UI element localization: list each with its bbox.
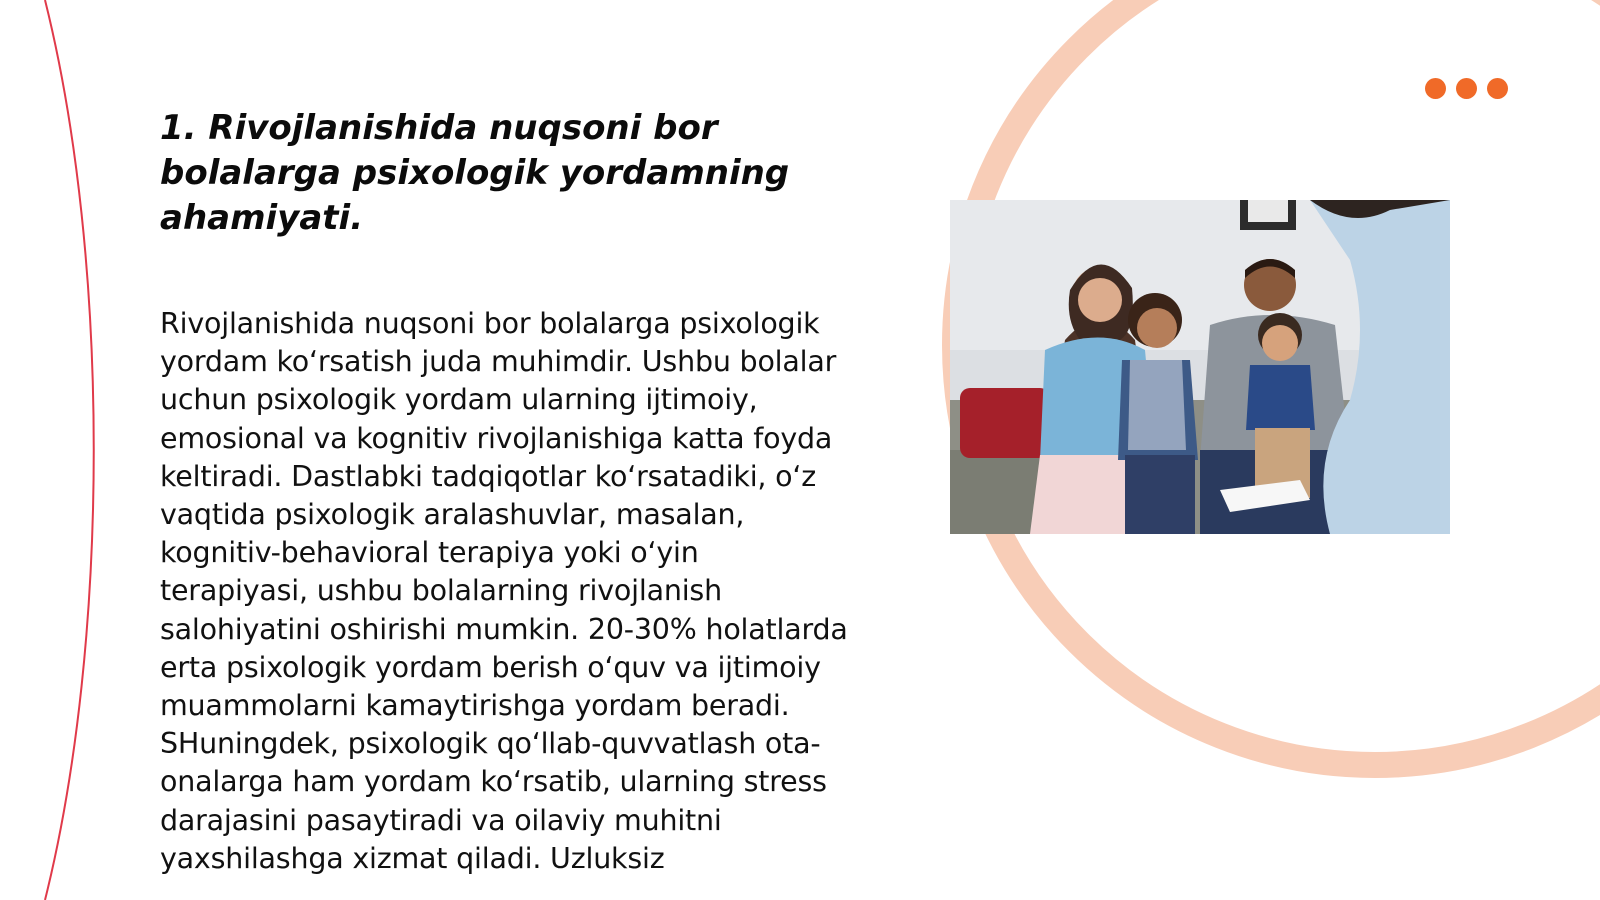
more-dots-icon (1425, 78, 1508, 99)
family-counseling-photo (950, 200, 1450, 534)
dot-2 (1456, 78, 1477, 99)
slide-body-text: Rivojlanishida nuqsoni bor bolalarga psixologik yordam koʻrsatish juda muhimdir. Ushbu bolalar uchun psixologik yordam ularning ijtimoiy, emosional va kognitiv rivojlanishiga katta foyda keltiradi. Dastlabki tadqiqotlar koʻrsatadiki, oʻz vaqtida psixologik aralashuvlar, masalan, kognitiv-behavioral terapiya yoki oʻyin terapiyasi, ushbu bolalarning rivojlanish salohiyatini oshirishi mumkin. 20-30% holatlarda erta psixologik yordam berish oʻquv va ijtimoiy muammolarni kamaytirishga yordam beradi. SHuningdek, psixologik qoʻllab-quvvatlash ota-onalarga ham yordam koʻrsatib, ularning stress darajasini pasaytiradi va oilaviy muhitni yaxshilashga xizmat qiladi. Uzluksiz (160, 307, 848, 875)
left-curve-decoration (45, 0, 94, 900)
dot-1 (1425, 78, 1446, 99)
slide-title: 1. Rivojlanishida nuqsoni bor bolalarga psixologik yordamning ahamiyati. (160, 108, 790, 238)
dot-3 (1487, 78, 1508, 99)
